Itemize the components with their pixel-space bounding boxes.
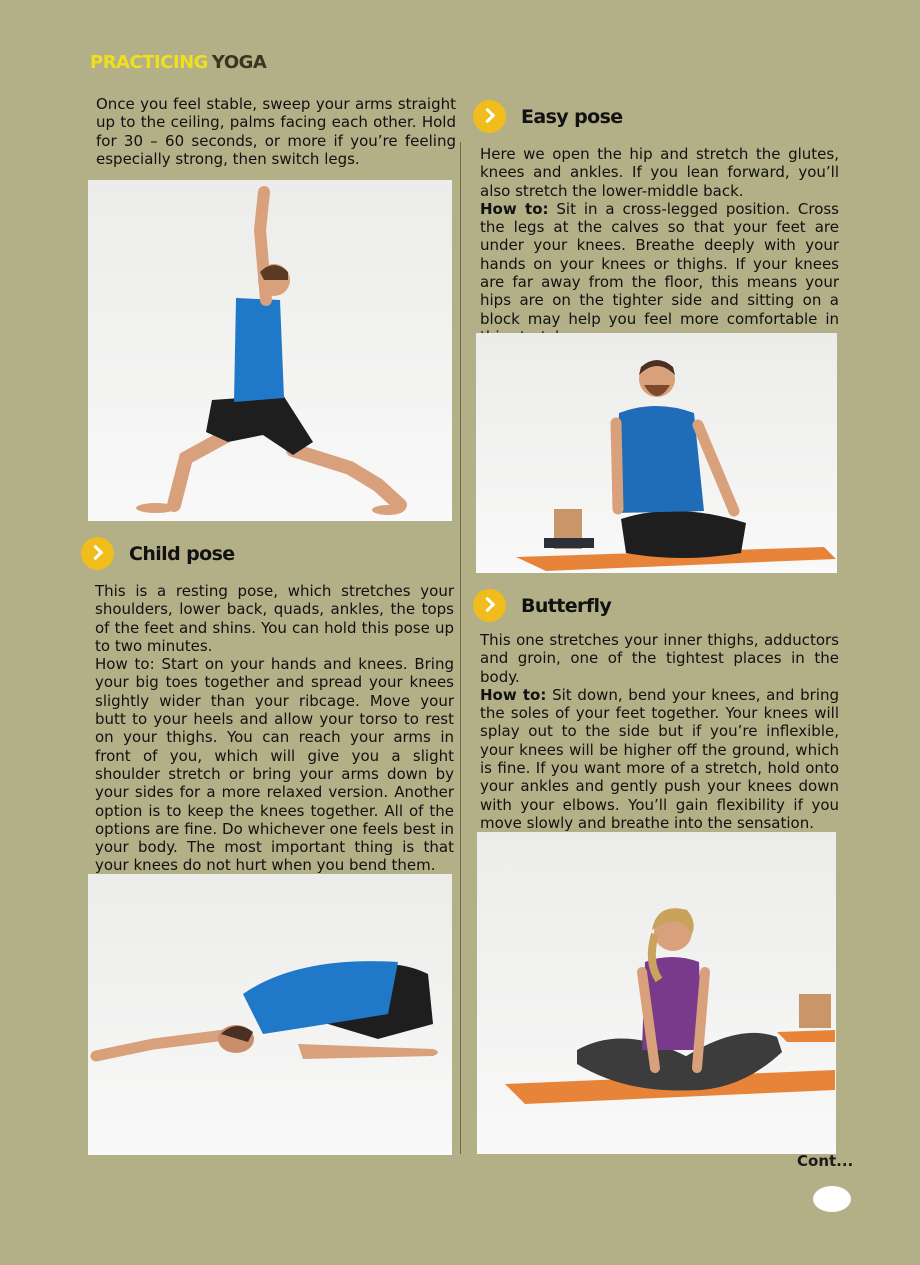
easy-pose-body: Here we open the hip and stretch the glutes, knees and ankles. If you lean forward, you’ll also stretch the lower-middle back. bbox=[480, 145, 839, 200]
page-header bbox=[90, 52, 266, 73]
chevron-right-icon bbox=[473, 589, 506, 622]
butterfly-photo bbox=[477, 832, 836, 1154]
easy-pose-howto bbox=[480, 200, 839, 346]
easy-pose-howto-label: How to: bbox=[480, 199, 549, 218]
column-divider bbox=[460, 142, 461, 1154]
butterfly-howto bbox=[480, 686, 839, 832]
butterfly-howto-text: Sit down, bend your knees, and bring the soles of your feet together. Your knees will splay out to the side but if you’re inflexible, your knees will be higher off the ground, which is fine. If you want more of a stretch, hold onto your ankles and gently push your knees down with your elbows. You’ll gain flexibility if you move slowly and breathe into the sensation. bbox=[480, 685, 839, 832]
chevron-right-icon bbox=[473, 100, 506, 133]
butterfly-title: Butterfly bbox=[521, 594, 612, 617]
page-number-badge bbox=[813, 1186, 851, 1212]
intro-paragraph: Once you feel stable, sweep your arms straight up to the ceiling, palms facing each other. Hold for 30 – 60 seconds, or more if you’re feeling especially strong, then switch legs. bbox=[96, 95, 456, 168]
easy-pose-title: Easy pose bbox=[521, 105, 623, 128]
intro-text bbox=[96, 95, 456, 168]
butterfly-heading bbox=[473, 589, 611, 622]
header-practicing: PRACTICING bbox=[90, 52, 208, 73]
butterfly-text bbox=[480, 631, 839, 832]
butterfly-howto-label: How to: bbox=[480, 685, 547, 704]
continued-label: Cont... bbox=[797, 1152, 854, 1170]
child-pose-text bbox=[95, 582, 454, 875]
easy-pose-photo bbox=[476, 333, 837, 573]
easy-pose-howto-text: Sit in a cross-legged position. Cross the legs at the calves so that your feet are under your knees. Breathe deeply with your hands on your knees or thighs. If your knees are far away from the floor, this means your hips are on the tighter side and sitting on a block may help you feel more comfortable in bbox=[480, 199, 839, 328]
warrior-pose-photo bbox=[88, 180, 452, 521]
header-yoga: YOGA bbox=[211, 52, 267, 73]
easy-pose-text bbox=[480, 145, 839, 346]
easy-pose-heading bbox=[473, 100, 623, 133]
child-pose-title: Child pose bbox=[129, 542, 235, 565]
child-pose-heading bbox=[81, 537, 235, 570]
chevron-right-icon bbox=[81, 537, 114, 570]
child-pose-howto: How to: Start on your hands and knees. Bring your big toes together and spread your knees slightly wider than your ribcage. Move your butt to your heels and allow your torso to rest on your thighs. You can reach your arms in front of you, which will give you a slight shoulder stretch or bring your arms down by your sides for a more relaxed version. Another option is to keep the knees together. All of the options are fine. Do whichever one feels best in your body. The most important thing is that your knees do not hurt when you bend them. bbox=[95, 655, 454, 875]
child-pose-photo bbox=[88, 874, 452, 1155]
butterfly-body: This one stretches your inner thighs, adductors and groin, one of the tightest places in the body. bbox=[480, 631, 839, 686]
child-pose-body: This is a resting pose, which stretches your shoulders, lower back, quads, ankles, the tops of the feet and shins. You can hold this pose up to two minutes. bbox=[95, 582, 454, 655]
